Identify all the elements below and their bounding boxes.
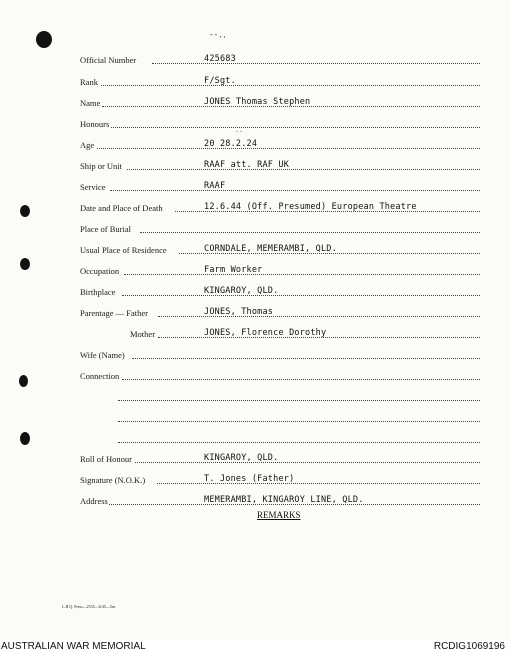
field-label: Date and Place of Death [80, 203, 163, 213]
field-value: T. Jones (Father) [204, 474, 295, 484]
field-value: MEMERAMBI, KINGAROY LINE, QLD. [204, 495, 364, 505]
ink-speck: ‐ ‐ , , [210, 30, 226, 39]
dotted-leader [101, 85, 480, 86]
dotted-leader [118, 421, 480, 422]
field-signature-nok [80, 472, 480, 486]
field-value: KINGAROY, QLD. [204, 453, 279, 463]
field-place-of-burial [80, 221, 480, 235]
field-value: Farm Worker [204, 265, 263, 275]
punch-hole [20, 205, 30, 217]
dotted-leader [111, 127, 480, 128]
field-label: Birthplace [80, 287, 116, 297]
field-honours [80, 116, 480, 130]
punch-hole [20, 432, 30, 445]
field-label: Usual Place of Residence [80, 245, 167, 255]
field-occupation [80, 263, 480, 277]
field-official-number [80, 52, 480, 66]
connection-blank-line [80, 410, 480, 424]
archive-id: RCDIG1069196 [433, 641, 505, 652]
field-age [80, 137, 480, 151]
field-value: F/Sgt. [204, 76, 236, 86]
field-roll-of-honour [80, 451, 480, 465]
field-usual-residence [80, 242, 480, 256]
field-name [80, 95, 480, 109]
field-label: Honours [80, 119, 110, 129]
field-label: Signature (N.O.K.) [80, 475, 146, 485]
field-label: Age [80, 140, 95, 150]
dotted-leader [118, 442, 480, 443]
field-birthplace [80, 284, 480, 298]
field-label: Occupation [80, 266, 120, 276]
field-value: JONES, Thomas [204, 307, 274, 317]
field-label: Place of Burial [80, 224, 131, 234]
field-rank [80, 74, 480, 88]
connection-blank-line [80, 431, 480, 445]
field-parentage-father [80, 305, 480, 319]
field-value: KINGAROY, QLD. [204, 286, 279, 296]
field-label: Mother [130, 329, 156, 339]
field-value: JONES, Florence Dorothy [204, 328, 327, 338]
field-wife-name [80, 347, 480, 361]
field-connection [80, 368, 480, 382]
field-value: RAAF att. RAF UK [204, 160, 290, 170]
dotted-leader [122, 295, 480, 296]
field-value: 425683 [204, 54, 236, 64]
field-label: Wife (Name) [80, 350, 125, 360]
ink-speck: . . [236, 125, 242, 134]
punch-hole [20, 258, 30, 270]
field-label: Ship or Unit [80, 161, 123, 171]
archive-name: AUSTRALIAN WAR MEMORIAL [1, 641, 146, 652]
field-value: 12.6.44 (Off. Presumed) European Theatre [204, 202, 417, 212]
connection-blank-line [80, 389, 480, 403]
field-service [80, 179, 480, 193]
field-value: RAAF [204, 181, 226, 191]
dotted-leader [140, 232, 480, 233]
printer-imprint: L.H.Q. Press—2535—6/45—5m. [62, 604, 116, 609]
field-parentage-mother [80, 326, 480, 340]
dotted-leader [132, 358, 480, 359]
field-value: CORNDALE, MEMERAMBI, QLD. [204, 244, 337, 254]
dotted-leader [124, 274, 480, 275]
archive-footer [0, 640, 509, 654]
field-label: Parentage — Father [80, 308, 148, 318]
field-value: 20 28.2.24 [204, 139, 258, 149]
field-label: Address [80, 496, 108, 506]
punch-hole [36, 31, 52, 48]
field-value: JONES Thomas Stephen [204, 97, 311, 107]
remarks-heading: REMARKS [257, 510, 301, 520]
dotted-leader [152, 63, 480, 64]
field-label: Service [80, 182, 106, 192]
field-label: Name [80, 98, 101, 108]
dotted-leader [135, 462, 480, 463]
punch-hole [19, 375, 28, 387]
field-label: Connection [80, 371, 120, 381]
field-address [80, 493, 480, 507]
field-label: Rank [80, 77, 98, 87]
field-ship-or-unit [80, 158, 480, 172]
field-date-place-of-death [80, 200, 480, 214]
dotted-leader [118, 400, 480, 401]
field-label: Roll of Honour [80, 454, 132, 464]
dotted-leader [97, 148, 480, 149]
dotted-leader [122, 379, 480, 380]
dotted-leader [110, 190, 480, 191]
dotted-leader [127, 169, 480, 170]
field-label: Official Number [80, 55, 137, 65]
